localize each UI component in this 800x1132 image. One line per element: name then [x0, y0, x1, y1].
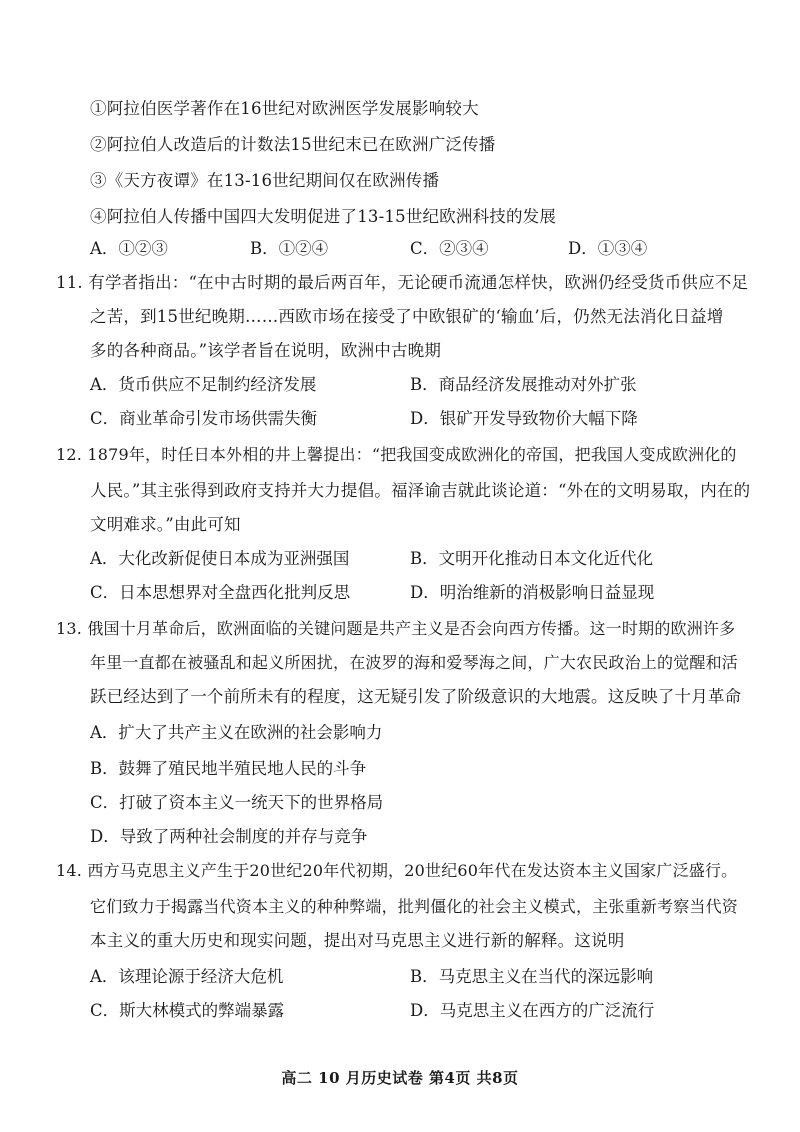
q12-option-c: C．日本思想界对全盘西化批判反思 [90, 583, 351, 602]
q10-option-a: A．①②③ [90, 239, 168, 258]
q10-statement-2: ②阿拉伯人改造后的计数法15世纪末已在欧洲广泛传播 [90, 135, 496, 154]
q14-stem-line-2: 它们致力于揭露当代资本主义的种种弊端，批判僵化的社会主义模式，主张重新考察当代资 [90, 897, 739, 916]
page-footer: 高二 10 月历史试卷 第4页 共8页 [281, 1069, 519, 1087]
q14-option-a: A．该理论源于经济大危机 [90, 967, 284, 986]
q11-stem-line-3: 多的各种商品。”该学者旨在说明，欧洲中古晚期 [90, 341, 442, 360]
q14-stem-line-1: 14. 西方马克思主义产生于20世纪20年代初期，20世纪60年代在发达资本主义国家广泛盛行。 [56, 861, 738, 880]
q12-option-b: B．文明开化推动日本文化近代化 [410, 549, 654, 568]
q14-stem-line-3: 本主义的重大历史和现实问题，提出对马克思主义进行新的解释。这说明 [90, 931, 625, 950]
q13-stem-line-1: 13. 俄国十月革命后，欧洲面临的关键问题是共产主义是否会向西方传播。这一时期的欧洲许多 [56, 619, 736, 638]
q11-option-b: B．商品经济发展推动对外扩张 [410, 375, 637, 394]
q13-option-c: C．打破了资本主义一统天下的世界格局 [90, 793, 384, 812]
q10-statement-3: ③《天方夜谭》在13-16世纪期间仅在欧洲传播 [90, 171, 440, 190]
q10-statement-4: ④阿拉伯人传播中国四大发明促进了13-15世纪欧洲科技的发展 [90, 207, 557, 226]
q12-stem-line-1: 12. 1879年，时任日本外相的井上馨提出：“把我国变成欧洲化的帝国，把我国人变成欧洲化的 [56, 445, 737, 464]
q11-option-a: A．货币供应不足制约经济发展 [90, 375, 317, 394]
q12-option-d: D．明治维新的消极影响日益显现 [410, 583, 655, 602]
q12-stem-line-2: 人民。”其主张得到政府支持并大力提倡。福泽谕吉就此谈论道：“外在的文明易取，内在的 [90, 481, 751, 500]
q11-stem-line-1: 11. 有学者指出：“在中古时期的最后两百年，无论硬币流通怎样快，欧洲仍经受货币供应不足 [56, 273, 749, 292]
q14-option-c: C．斯大林模式的弊端暴露 [90, 1001, 285, 1020]
q12-stem-line-3: 文明难求。”由此可知 [90, 515, 241, 534]
q10-option-c: C．②③④ [410, 239, 489, 258]
q11-option-d: D．银矿开发导致物价大幅下降 [410, 409, 638, 428]
q12-option-a: A．大化改新促使日本成为亚洲强国 [90, 549, 350, 568]
q10-option-d: D．①③④ [568, 239, 648, 258]
q10-option-b: B．①②④ [250, 239, 329, 258]
q13-stem-line-2: 年里一直都在被骚乱和起义所困扰，在波罗的海和爱琴海之间，广大农民政治上的觉醒和活 [90, 653, 739, 672]
q14-option-d: D．马克思主义在西方的广泛流行 [410, 1001, 655, 1020]
q14-option-b: B．马克思主义在当代的深远影响 [410, 967, 654, 986]
q10-statement-1: ①阿拉伯医学著作在16世纪对欧洲医学发展影响较大 [90, 99, 479, 118]
q11-option-c: C．商业革命引发市场供需失衡 [90, 409, 318, 428]
q13-option-d: D．导致了两种社会制度的并存与竞争 [90, 827, 368, 846]
q13-option-b: B．鼓舞了殖民地半殖民地人民的斗争 [90, 759, 367, 778]
q13-option-a: A．扩大了共产主义在欧洲的社会影响力 [90, 723, 383, 742]
q13-stem-line-3: 跃已经达到了一个前所未有的程度，这无疑引发了阶级意识的大地震。这反映了十月革命 [90, 687, 742, 706]
q11-stem-line-2: 之苦，到15世纪晚期……西欧市场在接受了中欧银矿的‘输血’后，仍然无法消化日益增 [90, 307, 724, 326]
